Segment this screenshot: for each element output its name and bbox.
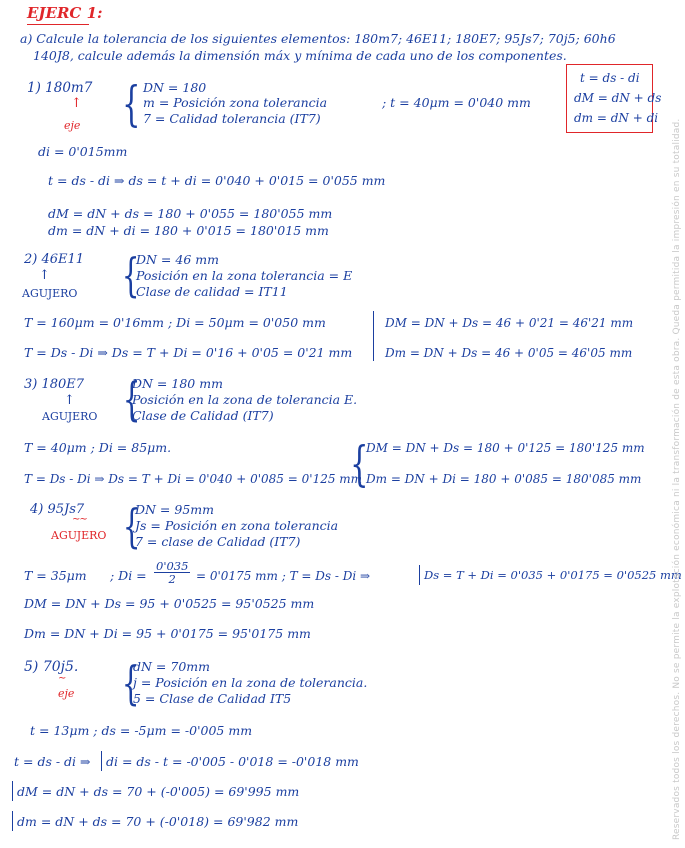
up-arrow-icon: ↑ — [64, 393, 75, 408]
section-4-part-label: AGUJERO — [51, 529, 107, 542]
section-2-line-1: T = 160μm = 0'16mm ; Di = 50μm = 0'050 mm — [24, 315, 326, 330]
section-3-line-3: DM = DN + Ds = 180 + 0'125 = 180'125 mm — [366, 441, 645, 455]
section-4-def-3: 7 = clase de Calidad (IT7) — [135, 534, 301, 549]
section-2-part-label: AGUJERO — [22, 287, 78, 300]
section-2-def-2: Posición en la zona tolerancia = E — [136, 268, 353, 283]
section-3-line-2: T = Ds - Di ⇒ Ds = T + Di = 0'040 + 0'085 = 0'125 mm — [24, 472, 363, 486]
statement-line-2: 140J8, calcule además la dimensión máx y mínima de cada uno de los componentes. — [33, 48, 567, 63]
wavy-underline-icon: ∼∼ — [72, 514, 87, 525]
exercise-title: EJERC 1: — [27, 4, 103, 22]
fraction-numerator: 0'035 — [156, 559, 189, 573]
section-1-aside: ; t = 40μm = 0'040 mm — [382, 95, 531, 110]
section-5-def-3: 5 = Clase de Calidad IT5 — [133, 691, 292, 706]
section-2-line-2: T = Ds - Di ⇒ Ds = T + Di = 0'16 + 0'05 = 0'21 mm — [24, 345, 353, 360]
section-2-def-3: Clase de calidad = IT11 — [136, 284, 288, 299]
fraction — [154, 560, 190, 585]
section-3-heading: 3) 180E7 — [24, 377, 85, 392]
section-3-def-2: Posición en la zona de tolerancia E. — [132, 392, 358, 407]
section-2-def-1: DN = 46 mm — [136, 252, 219, 267]
section-5-line-5: dm = dN + ds = 70 + (-0'018) = 69'982 mm — [17, 814, 299, 829]
section-1-heading: 1) 180m7 — [27, 80, 93, 96]
section-4-line-2: ; Di = — [110, 568, 147, 583]
bracket-bar — [419, 565, 420, 585]
fraction-denominator: 2 — [168, 572, 176, 587]
section-3-def-3: Clase de Calidad (IT7) — [132, 408, 274, 423]
section-4-line-1: T = 35μm — [24, 568, 87, 583]
left-brace-icon: { — [350, 436, 369, 492]
section-4-def-2: Js = Posición en zona tolerancia — [135, 518, 339, 533]
section-2-line-3: DM = DN + Ds = 46 + 0'21 = 46'21 mm — [385, 316, 634, 330]
title-underline — [27, 24, 89, 25]
left-brace-icon: { — [122, 372, 141, 426]
statement-line-1: a) Calcule la tolerancia de los siguientes elementos: 180m7; 46E11; 180E7; 95Js7; 70j5; 60h6 — [20, 31, 616, 46]
up-arrow-icon: ↑ — [71, 96, 82, 111]
formula-min-dim: dm = dN + di — [574, 111, 659, 125]
section-3-line-1: T = 40μm ; Di = 85μm. — [24, 440, 172, 455]
bracket-bar — [12, 781, 13, 801]
section-5-heading: 5) 70j5. — [24, 659, 79, 675]
left-brace-icon: { — [122, 499, 141, 553]
section-1-def-1: DN = 180 — [143, 80, 207, 95]
section-2-heading: 2) 46E11 — [24, 252, 85, 267]
left-brace-icon: { — [122, 76, 141, 132]
brace-bar — [373, 311, 374, 361]
section-4-def-1: DN = 95mm — [135, 502, 214, 517]
section-3-line-4: Dm = DN + Di = 180 + 0'085 = 180'085 mm — [366, 472, 642, 486]
section-4-line-4: Ds = T + Di = 0'035 + 0'0175 = 0'0525 mm — [424, 568, 682, 582]
left-brace-icon: { — [121, 656, 140, 710]
bracket-bar — [101, 751, 102, 771]
formula-max-dim: dM = dN + ds — [574, 91, 662, 105]
section-1-line-4: dm = dN + di = 180 + 0'015 = 180'015 mm — [48, 223, 329, 238]
section-1-line-2: t = ds - di ⇒ ds = t + di = 0'040 + 0'015 = 0'055 mm — [48, 173, 386, 188]
section-2-line-4: Dm = DN + Ds = 46 + 0'05 = 46'05 mm — [385, 346, 633, 360]
wavy-underline-icon: ∼ — [58, 673, 66, 684]
section-1-def-3: 7 = Calidad tolerancia (IT7) — [143, 111, 321, 126]
left-brace-icon: { — [121, 248, 140, 302]
section-5-def-1: dN = 70mm — [133, 659, 210, 674]
bracket-bar — [12, 811, 13, 831]
section-1-line-3: dM = dN + ds = 180 + 0'055 = 180'055 mm — [48, 206, 333, 221]
section-5-def-2: j = Posición en la zona de tolerancia. — [133, 675, 368, 690]
section-5-line-3: di = ds - t = -0'005 - 0'018 = -0'018 mm — [106, 754, 359, 769]
up-arrow-icon: ↑ — [39, 268, 50, 283]
section-4-line-3: = 0'0175 mm ; T = Ds - Di ⇒ — [196, 569, 371, 583]
section-1-def-2: m = Posición zona tolerancia — [143, 95, 328, 110]
section-1-part-label: eje — [64, 119, 81, 132]
section-4-heading: 4) 95Js7 — [30, 502, 85, 517]
section-3-part-label: AGUJERO — [42, 410, 98, 423]
section-4-line-5: DM = DN + Ds = 95 + 0'0525 = 95'0525 mm — [24, 596, 315, 611]
section-5-line-1: t = 13μm ; ds = -5μm = -0'005 mm — [30, 723, 253, 738]
section-3-def-1: DN = 180 mm — [132, 376, 223, 391]
section-5-line-2: t = ds - di ⇒ — [14, 754, 91, 769]
section-1-line-1: di = 0'015mm — [38, 144, 128, 159]
section-5-line-4: dM = dN + ds = 70 + (-0'005) = 69'995 mm — [17, 784, 300, 799]
section-5-part-label: eje — [58, 687, 75, 700]
formula-tolerance: t = ds - di — [580, 71, 640, 85]
section-4-line-6: Dm = DN + Di = 95 + 0'0175 = 95'0175 mm — [24, 626, 311, 641]
copyright-watermark: Reservados todos los derechos. No se permite la explotación económica ni la transformación de esta obra. Queda permitida la impresión en su totalidad. — [672, 118, 682, 840]
